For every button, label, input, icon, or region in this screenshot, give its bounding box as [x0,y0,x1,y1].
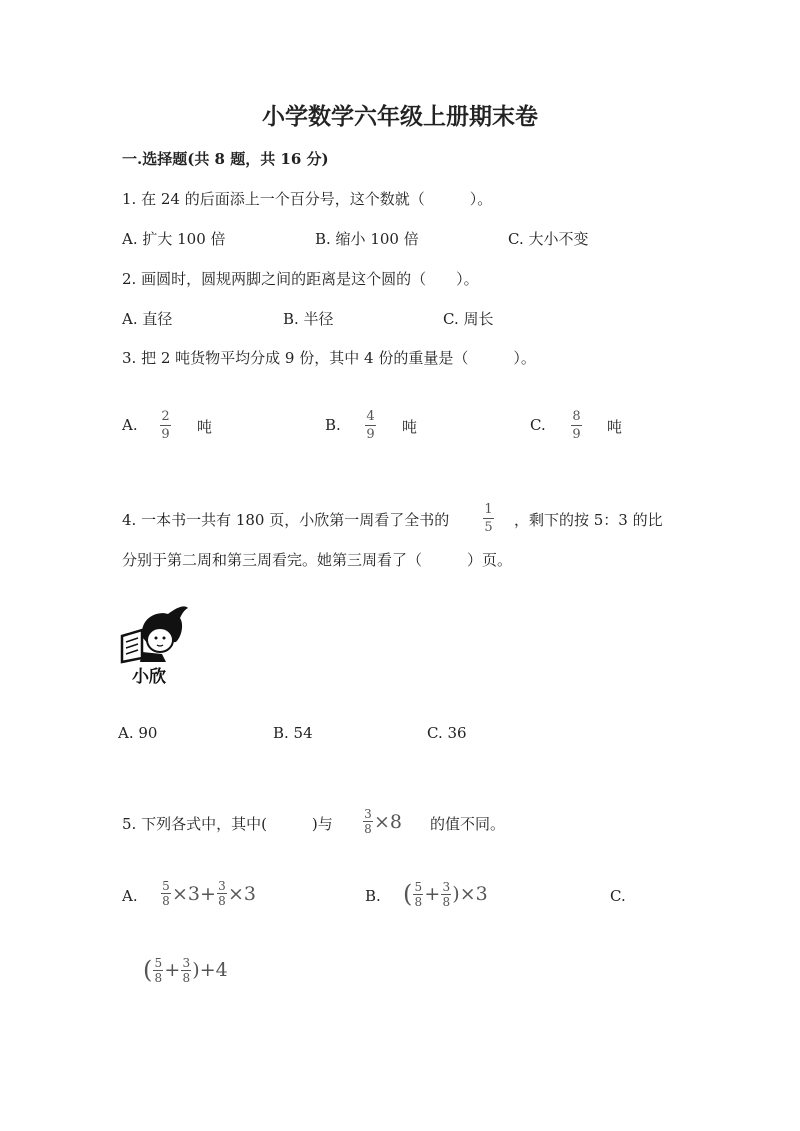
fraction-denominator: 8 [414,894,423,909]
expression-paren: ( [403,880,413,908]
question-3-option-b-label[interactable]: B. [325,416,341,434]
fraction-numerator: 4 [366,409,375,424]
fraction-denominator: 8 [218,894,226,908]
question-5-text-end: 的值不同。 [430,815,506,833]
question-5-option-c-label[interactable]: C. [610,887,626,905]
fraction-numerator: 5 [162,879,170,893]
expression-operator: )×3 [452,883,488,905]
fraction-denominator: 9 [161,427,170,442]
question-3-option-c-fraction [571,409,582,442]
fraction-numerator: 3 [442,879,451,894]
question-4-text-line1-end: ，剩下的按 5：3 的比 [514,511,663,529]
fraction-denominator: 9 [366,427,375,442]
question-1-option-b[interactable]: B. 缩小 100 倍 [315,230,419,248]
fraction-numerator: 3 [182,955,191,970]
fraction-denominator: 8 [442,894,451,909]
fraction-denominator: 8 [364,822,372,836]
question-3-option-b-fraction [365,409,376,442]
question-1-text: 1. 在 24 的后面添上一个百分号，这个数就（ ）。 [122,190,493,208]
question-1-option-a[interactable]: A. 扩大 100 倍 [122,230,226,248]
question-3-option-a-fraction [160,409,171,442]
question-4-fraction [483,502,494,535]
question-5-option-b-expression [403,880,488,908]
question-4-option-a[interactable]: A. 90 [118,724,158,742]
question-5-option-a-label[interactable]: A. [122,887,138,905]
figure-caption: 小欣 [132,667,166,687]
question-3-option-c-label[interactable]: C. [530,416,546,434]
question-3-option-b-unit: 吨 [402,418,418,436]
fraction-denominator: 8 [162,894,170,908]
question-2-option-a[interactable]: A. 直径 [122,310,173,328]
question-4-option-b[interactable]: B. 54 [273,724,313,742]
fraction-numerator: 5 [154,955,163,970]
fraction-numerator: 1 [484,502,493,517]
question-2-text: 2. 画圆时，圆规两脚之间的距离是这个圆的（ ）。 [122,270,479,288]
question-3-text: 3. 把 2 吨货物平均分成 9 份，其中 4 份的重量是（ ）。 [122,349,536,367]
fraction-numerator: 8 [572,409,581,424]
fraction-numerator: 3 [364,807,372,821]
question-3-option-a-unit: 吨 [197,418,213,436]
question-2-option-b[interactable]: B. 半径 [283,310,334,328]
fraction-denominator: 9 [572,427,581,442]
page-title: 小学数学六年级上册期末卷 [262,103,538,130]
expression-paren: ( [143,956,153,984]
question-5-expression [362,808,402,835]
fraction-numerator: 2 [161,409,170,424]
question-3-option-a-label[interactable]: A. [122,416,138,434]
expression-operator: )+4 [192,959,228,981]
question-4-text-line2: 分别于第二周和第三周看完。她第三周看了（ ）页。 [122,551,513,569]
question-1-option-c[interactable]: C. 大小不变 [508,230,589,248]
question-5-option-a-expression [160,880,256,907]
question-5-option-b-label[interactable]: B. [365,887,381,905]
question-5-option-c-expression [143,956,228,984]
question-2-option-c[interactable]: C. 周长 [443,310,494,328]
fraction-numerator: 3 [218,879,226,893]
expression-operator: + [164,959,181,981]
fraction-denominator: 8 [182,970,191,985]
expression-operator: ×3 [227,882,256,905]
fraction-numerator: 5 [414,879,423,894]
fraction-denominator: 8 [154,970,163,985]
expression-operator: + [424,883,441,905]
question-5-text: 5. 下列各式中，其中( )与 [122,815,333,833]
expression-operator: ×8 [374,810,403,833]
section-heading: 一.选择题(共 8 题，共 16 分) [122,150,329,168]
expression-operator: ×3+ [172,882,216,905]
fraction-denominator: 5 [484,520,493,535]
question-4-option-c[interactable]: C. 36 [427,724,467,742]
reading-girl-illustration [118,600,198,690]
question-4-text-line1: 4. 一本书一共有 180 页，小欣第一周看了全书的 [122,511,450,529]
question-3-option-c-unit: 吨 [607,418,623,436]
